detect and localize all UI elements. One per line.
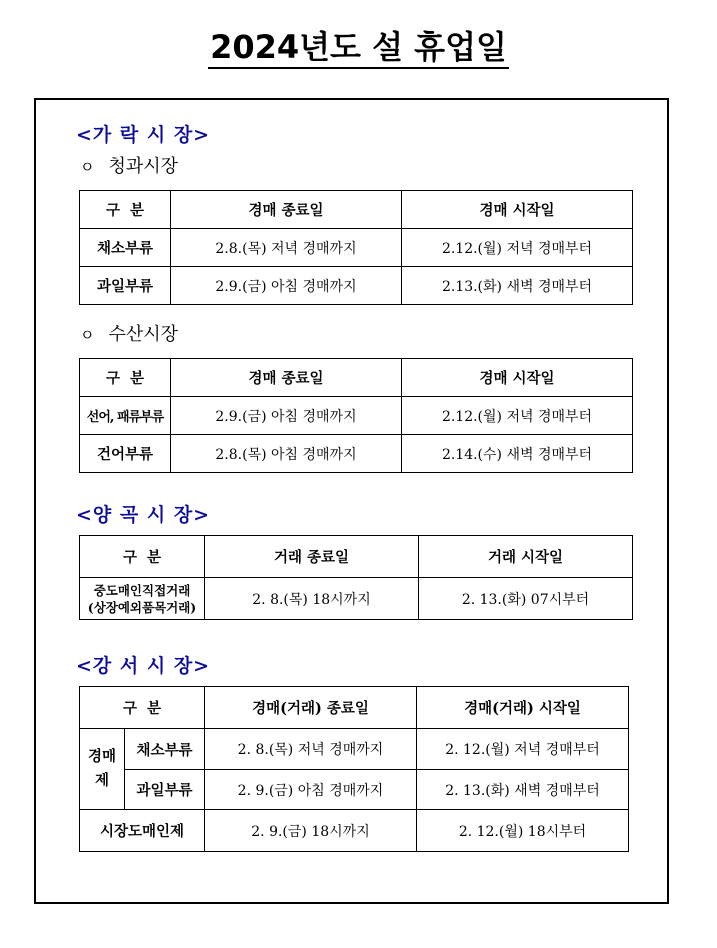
col-header: 경매 시작일	[402, 191, 633, 229]
start-date-cell: 2. 12.(월) 저녁 경매부터	[417, 729, 629, 770]
table-row	[80, 810, 629, 852]
row-category: 채소부류	[125, 729, 205, 770]
table-header-row	[80, 687, 629, 729]
end-date-cell: 2. 8.(목) 저녁 경매까지	[205, 729, 417, 770]
row-category: 선어, 패류부류	[80, 397, 171, 435]
page-title: 2024년도 설 휴업일	[208, 28, 509, 69]
gangseo-table	[79, 686, 629, 852]
yanggok-table	[79, 535, 633, 620]
seafood-subheading	[80, 320, 178, 346]
start-date-cell: 2. 12.(월) 18시부터	[417, 810, 629, 852]
bullet-icon: ㅇ	[80, 158, 95, 176]
start-date-cell: 2.12.(월) 저녁 경매부터	[402, 397, 633, 435]
col-header: 경매 종료일	[171, 359, 402, 397]
col-header: 구 분	[80, 191, 171, 229]
start-date-cell: 2.14.(수) 새벽 경매부터	[402, 435, 633, 473]
yanggok-heading: <양 곡 시 장>	[76, 504, 211, 526]
seafood-label: 수산시장	[108, 324, 179, 345]
start-date-cell: 2.12.(월) 저녁 경매부터	[402, 229, 633, 267]
group-line: 제	[94, 772, 109, 789]
table-header-row	[80, 536, 633, 578]
page-title-wrap	[0, 22, 717, 68]
category-line: (상장예외품목거래)	[87, 599, 197, 615]
table-header-row	[80, 359, 633, 397]
table-row	[80, 229, 633, 267]
produce-subheading	[80, 152, 178, 178]
gangseo-heading: <강 서 시 장>	[76, 655, 211, 677]
row-category: 과일부류	[80, 267, 171, 305]
start-date-cell: 2. 13.(화) 새벽 경매부터	[417, 770, 629, 810]
category-line: 중도매인직접거래	[93, 582, 191, 598]
table-row	[80, 435, 633, 473]
end-date-cell: 2.8.(목) 저녁 경매까지	[171, 229, 402, 267]
col-header: 구 분	[80, 536, 205, 578]
end-date-cell: 2. 8.(목) 18시까지	[205, 578, 419, 620]
col-header: 경매(거래) 시작일	[417, 687, 629, 729]
bullet-icon: ㅇ	[80, 326, 95, 344]
table-row	[80, 397, 633, 435]
row-category: 과일부류	[125, 770, 205, 810]
row-category: 건어부류	[80, 435, 171, 473]
table-row	[80, 770, 629, 810]
end-date-cell: 2.8.(목) 아침 경매까지	[171, 435, 402, 473]
seafood-table	[79, 358, 633, 473]
group-cell	[80, 729, 125, 810]
col-header: 거래 종료일	[205, 536, 419, 578]
garak-heading: <가 락 시 장>	[76, 124, 211, 146]
end-date-cell: 2. 9.(금) 18시까지	[205, 810, 417, 852]
col-header: 경매 종료일	[171, 191, 402, 229]
col-header: 경매 시작일	[402, 359, 633, 397]
start-date-cell: 2. 13.(화) 07시부터	[419, 578, 633, 620]
start-date-cell: 2.13.(화) 새벽 경매부터	[402, 267, 633, 305]
end-date-cell: 2.9.(금) 아침 경매까지	[171, 397, 402, 435]
table-row	[80, 578, 633, 620]
table-row	[80, 729, 629, 770]
produce-label: 청과시장	[108, 156, 179, 177]
group-line: 경매	[87, 748, 116, 765]
end-date-cell: 2.9.(금) 아침 경매까지	[171, 267, 402, 305]
col-header: 구 분	[80, 687, 205, 729]
end-date-cell: 2. 9.(금) 아침 경매까지	[205, 770, 417, 810]
row-category: 채소부류	[80, 229, 171, 267]
col-header: 구 분	[80, 359, 171, 397]
row-category: 시장도매인제	[80, 810, 205, 852]
col-header: 경매(거래) 종료일	[205, 687, 417, 729]
table-row	[80, 267, 633, 305]
table-header-row	[80, 191, 633, 229]
produce-table	[79, 190, 633, 305]
row-category	[80, 578, 205, 620]
col-header: 거래 시작일	[419, 536, 633, 578]
